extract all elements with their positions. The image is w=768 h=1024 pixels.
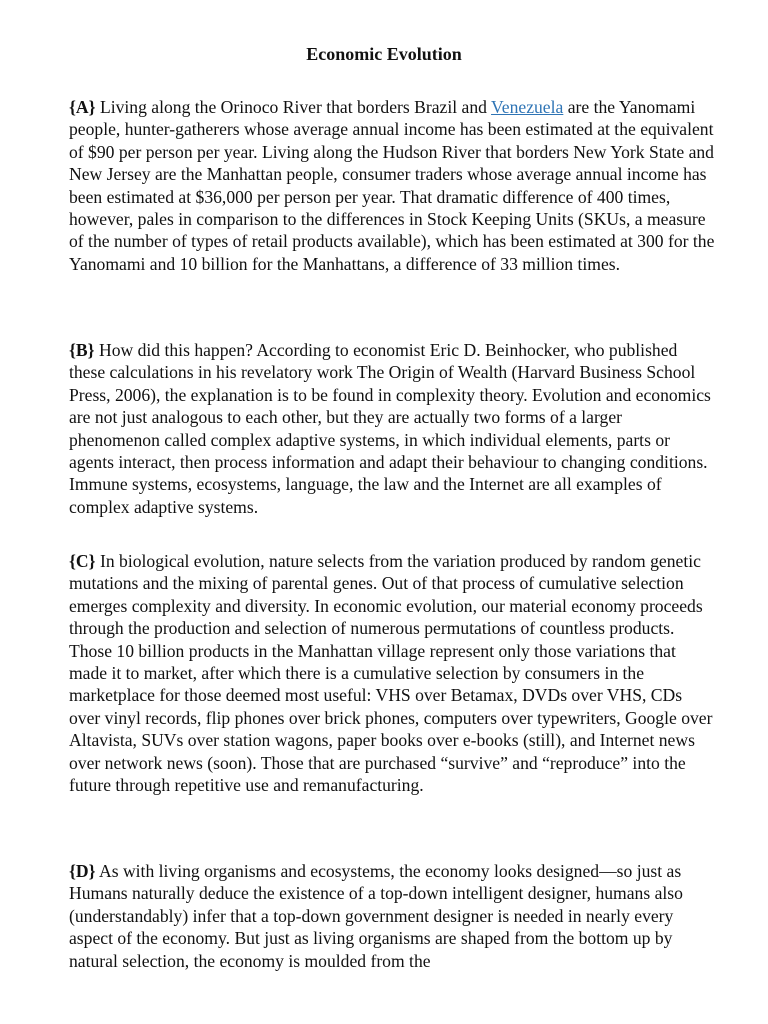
paragraph-label: {D} — [69, 861, 96, 881]
page-title: Economic Evolution — [306, 44, 462, 64]
paragraph-text: are the Yanomami people, hunter-gatherers whose average annual income has been estimated at the equivalent of $90 per person per year. Living along the Hudson River that borders New York State and New Jersey are the Manhattan people, consumer traders whose average annual income has been estimated at $36,000 per person per year. That dramatic difference of 400 times, however, pales in comparison to the differences in Stock Keeping Units (SKUs, a measure of the number of types of retail products available), which has been estimated at 300 for the Yanomami and 10 billion for the Manhattans, a difference of 33 million times. — [69, 97, 715, 274]
venezuela-link[interactable]: Venezuela — [491, 97, 564, 117]
paragraph-b — [69, 339, 717, 518]
paragraph-a — [69, 96, 717, 275]
paragraph-d — [69, 860, 717, 972]
paragraph-label: {B} — [69, 340, 95, 360]
paragraph-label: {C} — [69, 551, 96, 571]
paragraph-text: As with living organisms and ecosystems, the economy looks designed—so just as Humans naturally deduce the existence of a top-down intelligent designer, humans also (understandably) infer that a top-down government designer is needed in nearly every aspect of the economy. But just as living organisms are shaped from the bottom up by natural selection, the economy is moulded from the — [69, 861, 683, 971]
paragraph-text: In biological evolution, nature selects from the variation produced by random genetic mutations and the mixing of parental genes. Out of that process of cumulative selection emerges complexity and diversity. In economic evolution, our material economy proceeds through the production and selection of numerous permutations of countless products. Those 10 billion products in the Manhattan village represent only those variations that made it to market, after which there is a cumulative selection by consumers in the marketplace for those deemed most useful: VHS over Betamax, DVDs over VHS, CDs over vinyl records, flip phones over brick phones, computers over typewriters, Google over Altavista, SUVs over station wagons, paper books over e-books (still), and Internet news over network news (soon). Those that are purchased “survive” and “reproduce” into the future through repetitive use and remanufacturing. — [69, 551, 713, 796]
paragraph-text: Living along the Orinoco River that borders Brazil and — [95, 97, 492, 117]
paragraph-text: How did this happen? According to economist Eric D. Beinhocker, who published these calculations in his revelatory work The Origin of Wealth (Harvard Business School Press, 2006), the explanation is to be found in complexity theory. Evolution and economics are not just analogous to each other, but they are actually two forms of a larger phenomenon called complex adaptive systems, in which individual elements, parts or agents interact, then process information and adapt their behaviour to changing conditions. Immune systems, ecosystems, language, the law and the Internet are all examples of complex adaptive systems. — [69, 340, 711, 517]
paragraph-label: {A} — [69, 97, 96, 117]
paragraph-c — [69, 550, 717, 796]
